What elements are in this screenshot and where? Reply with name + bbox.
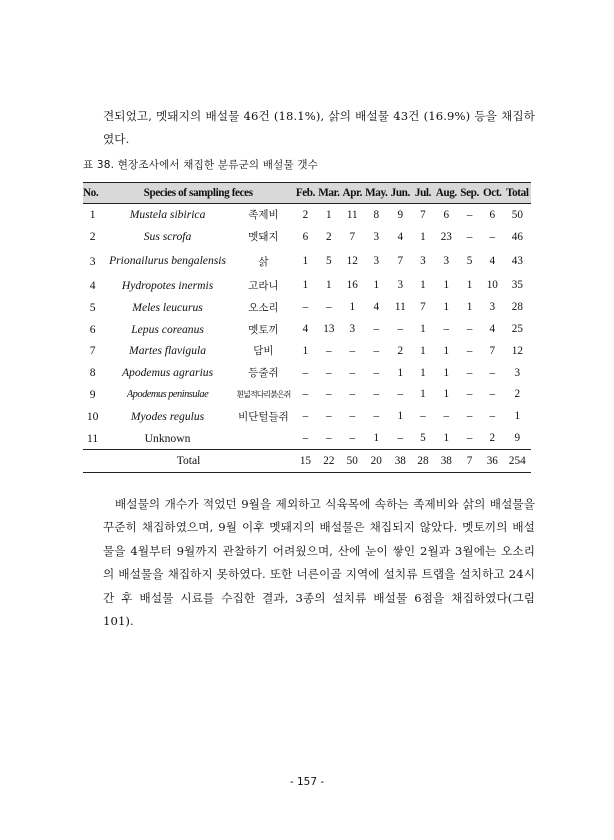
month-count: 1 [420,279,426,292]
discussion-paragraph: 배설물의 개수가 적었던 9월을 제외하고 식육목에 속하는 족제비와 삵의 배설물을 꾸준히 채집하였으며, 9월 이후 멧돼지의 배설물은 채집되지 않았다. 멧토끼의 배설물을 4월부터 9월까지 관찰하기 어려웠으며, 산에 눈이 쌓인 2월과 3월에는 오소리의 배설물을 채집하지 못하였다. 또한 너른이골 지역에 설치류 트랩을 설치하고 24시간 후 배설물 시료를 수집한 결과, 3종의 설치류 배설물 6점을 채집하였다(그림 101). [103,496,535,629]
month-total: 38 [389,449,412,472]
month-count: 5 [466,255,473,268]
month-count: – [302,432,309,445]
month-count: – [373,366,380,379]
table-header-row [83,183,531,204]
month-count: 1 [443,344,450,357]
month-count: – [302,366,309,379]
month-total: 22 [317,449,341,472]
month-count: 2 [397,344,404,357]
row-total: 35 [511,279,523,292]
month-count: – [466,366,473,379]
row-total: 1 [514,410,521,423]
header-sep: Sep. [458,183,481,204]
table-row [83,405,531,427]
month-count: – [466,388,473,401]
table-row [83,275,531,297]
month-count: – [349,366,356,379]
month-count: – [443,323,450,336]
korean-name: 고라니 [248,279,279,292]
row-total: 50 [511,208,523,221]
month-count: – [349,410,356,423]
table-row [83,248,531,275]
table-row [83,318,531,340]
month-count: 1 [420,366,426,379]
month-total: 36 [481,449,504,472]
row-number: 10 [86,409,99,423]
row-total: 25 [511,323,523,336]
month-count: – [326,344,332,357]
scientific-name: Mustela sibirica [129,208,206,222]
row-number: 2 [89,230,96,244]
header-mar: Mar. [317,183,341,204]
korean-name: 삵 [258,255,269,268]
month-count: – [420,410,426,423]
table-row [83,204,531,226]
month-count: 1 [420,230,426,243]
table-row [83,296,531,318]
korean-name: 오소리 [248,301,279,314]
month-count: 7 [489,344,496,357]
month-count: 1 [443,301,450,314]
month-count: 10 [486,279,498,292]
korean-name: 등줄쥐 [248,367,279,380]
total-row [83,449,531,472]
header-oct: Oct. [481,183,504,204]
row-number: 9 [89,387,96,401]
scientific-name: Apodemus agrarius [121,366,214,380]
header-aug: Aug. [434,183,458,204]
month-count: 1 [466,279,473,292]
header-may: May. [364,183,389,204]
month-count: – [349,344,356,357]
month-count: 2 [489,432,496,445]
month-count: – [397,388,404,401]
table-caption: 표 38. 현장조사에서 채집한 분류군의 배설물 갯수 [83,159,319,171]
table-row [83,362,531,384]
month-count: 1 [302,255,309,268]
row-number: 1 [89,208,96,222]
row-number: 6 [89,322,96,336]
scientific-name: Hydropotes inermis [121,278,214,292]
month-count: – [326,432,332,445]
month-count: 3 [349,323,356,336]
month-count: – [326,301,332,314]
month-count: 7 [420,301,426,314]
month-count: 7 [349,230,356,243]
month-count: 11 [346,208,358,221]
korean-name: 족제비 [248,209,279,222]
korean-name: 멧토끼 [248,323,279,336]
month-count: – [349,432,356,445]
header-apr: Apr. [341,183,364,204]
scientific-name: Sus scrofa [143,230,192,244]
month-total: 15 [294,449,317,472]
month-count: 4 [373,301,380,314]
month-count: – [326,366,332,379]
korean-name: 담비 [253,345,274,358]
row-number: 8 [89,366,96,380]
month-count: 3 [397,279,404,292]
month-total: 20 [364,449,389,472]
row-number: 11 [87,431,99,445]
month-count: 1 [373,279,380,292]
month-count: 1 [326,208,332,221]
month-count: 1 [443,279,450,292]
row-number: 4 [89,278,96,292]
month-count: – [466,208,473,221]
month-count: 3 [443,255,450,268]
header-jul: Jul. [412,183,435,204]
month-count: 1 [443,366,450,379]
row-total: 2 [514,388,521,401]
header-jun: Jun. [389,183,412,204]
row-total: 3 [514,366,521,379]
month-count: – [397,432,404,445]
scientific-name: Meles leucurus [132,300,203,314]
month-count: – [466,410,473,423]
month-count: 4 [489,255,496,268]
month-count: – [373,344,380,357]
month-count: 13 [323,323,335,336]
month-count: 23 [440,230,452,243]
month-count: 9 [397,208,404,221]
month-count: – [349,388,356,401]
month-count: 4 [489,323,496,336]
scientific-name: Martes flavigula [129,344,207,358]
month-count: 1 [326,279,332,292]
month-count: – [397,323,404,336]
month-total: 28 [412,449,435,472]
scientific-name: Prionailurus bengalensis [109,254,226,268]
row-total: 46 [511,230,523,243]
scientific-name: Apodemus peninsulae [126,388,209,400]
month-count: 2 [326,230,332,243]
month-count: – [489,366,496,379]
month-count: – [302,301,309,314]
feces-count-table [83,182,531,473]
month-count: 7 [397,255,404,268]
header-species: Species of sampling feces [102,183,294,204]
month-count: – [302,410,309,423]
month-count: 16 [346,279,358,292]
month-count: – [326,410,332,423]
table-row [83,427,531,449]
month-count: 1 [466,301,473,314]
header-total: Total [504,183,531,204]
month-count: – [373,323,380,336]
month-count: – [489,388,496,401]
month-count: 3 [420,255,426,268]
month-count: – [373,410,380,423]
month-count: 6 [489,208,496,221]
scientific-name: Myodes regulus [130,409,205,423]
month-count: 3 [489,301,496,314]
month-count: 1 [420,323,426,336]
month-count: 1 [420,388,426,401]
month-count: – [443,410,450,423]
total-label: Total [83,449,294,472]
row-total: 12 [511,344,523,357]
month-count: 1 [302,279,309,292]
scientific-name: Lepus coreanus [131,322,204,336]
table-row [83,340,531,362]
month-count: 11 [394,301,406,314]
month-total: 38 [434,449,458,472]
month-count: 2 [302,208,309,221]
month-total: 7 [458,449,481,472]
month-count: – [466,323,473,336]
row-number: 5 [89,300,96,314]
month-count: 1 [373,432,380,445]
month-count: 8 [373,208,380,221]
row-total: 9 [514,432,521,445]
month-count: 1 [349,301,356,314]
month-count: – [466,432,473,445]
month-count: 4 [397,230,404,243]
month-count: – [489,410,496,423]
scientific-name: Unknown [144,431,191,445]
row-total: 43 [511,255,523,268]
month-count: 1 [397,366,404,379]
month-count: – [466,344,473,357]
korean-name [233,427,294,449]
month-count: – [466,230,473,243]
month-count: – [373,388,380,401]
month-count: 1 [443,432,450,445]
korean-name: 멧돼지 [248,231,279,244]
month-count: 1 [420,344,426,357]
month-count: – [326,388,332,401]
grand-total: 254 [504,449,531,472]
header-feb: Feb. [294,183,317,204]
row-number: 7 [89,344,96,358]
month-count: 1 [443,388,450,401]
month-count: – [302,388,309,401]
month-count: 1 [397,410,404,423]
month-total: 50 [341,449,364,472]
intro-paragraph: 견되었고, 멧돼지의 배설물 46건 (18.1%), 삵의 배설물 43건 (16.9%) 등을 채집하였다. [103,108,535,147]
month-count: 5 [420,432,426,445]
korean-name: 흰넓적다리붉은쥐 [236,389,291,399]
table-row [83,384,531,406]
month-count: 12 [346,255,358,268]
month-count: 3 [373,255,380,268]
table-row [83,226,531,248]
month-count: 6 [302,230,309,243]
month-count: 3 [373,230,380,243]
month-count: 5 [326,255,332,268]
month-count: 4 [302,323,309,336]
month-count: 1 [302,344,309,357]
month-count: 7 [420,208,426,221]
row-number: 3 [89,254,96,268]
month-count: – [489,230,496,243]
page-number: - 157 - [289,776,325,788]
month-count: 6 [443,208,450,221]
korean-name: 비단털들쥐 [238,410,289,423]
header-no: No. [83,183,102,204]
row-total: 28 [511,301,523,314]
